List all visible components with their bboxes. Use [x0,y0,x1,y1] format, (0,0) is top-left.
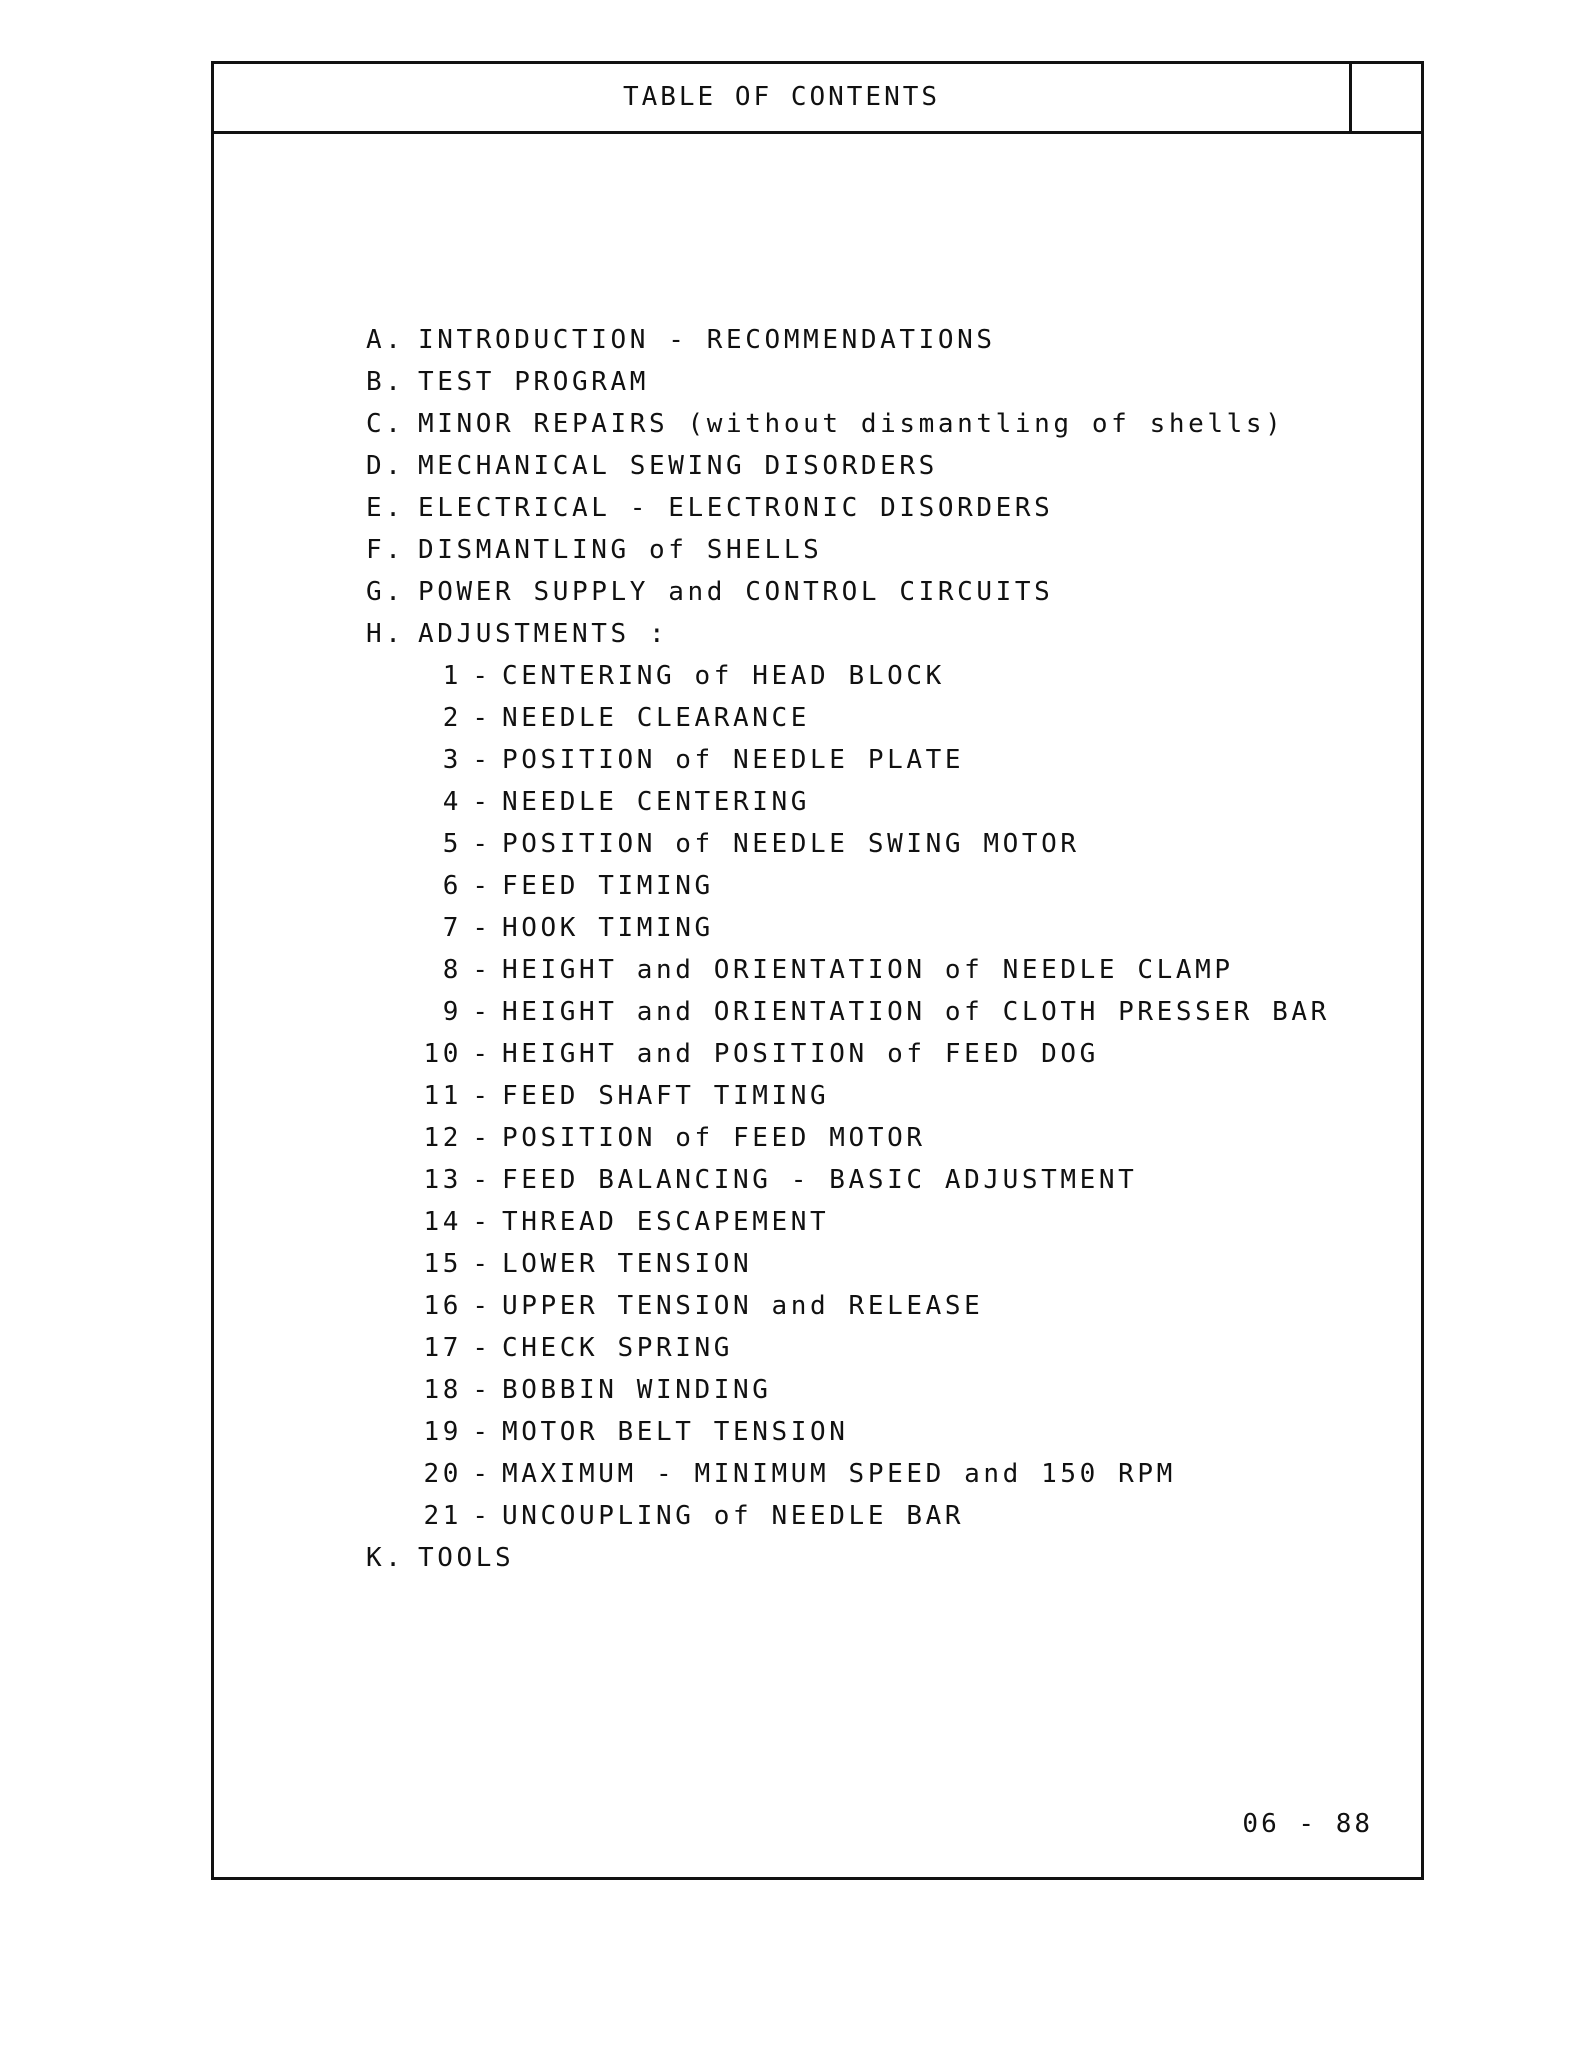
toc-subentry-20[interactable] [418,1458,1176,1490]
toc-dash: - [472,1291,492,1321]
toc-sub-number: 3 [442,745,462,775]
toc-letter: H. [366,619,405,649]
toc-letter: D. [366,451,405,481]
toc-subentry-21[interactable] [418,1500,964,1532]
toc-sub-number: 13 [423,1165,462,1195]
toc-sub-title: POSITION of FEED MOTOR [502,1123,926,1153]
toc-title: POWER SUPPLY and CONTROL CIRCUITS [418,577,1054,607]
toc-sub-number: 7 [442,913,462,943]
toc-sub-title: CENTERING of HEAD BLOCK [502,661,945,691]
toc-subentry-9[interactable] [418,996,1330,1028]
toc-entry-d[interactable] [366,450,938,482]
toc-dash: - [472,955,492,985]
toc-sub-title: NEEDLE CENTERING [502,787,811,817]
page-number: 06 - 88 [1242,1809,1373,1839]
toc-sub-title: FEED SHAFT TIMING [502,1081,830,1111]
toc-sub-title: HEIGHT and ORIENTATION of CLOTH PRESSER BAR [502,997,1330,1027]
toc-sub-number: 6 [442,871,462,901]
toc-sub-number: 8 [442,955,462,985]
toc-subentry-4[interactable] [418,786,810,818]
toc-letter: E. [366,493,405,523]
toc-subentry-1[interactable] [418,660,945,692]
toc-sub-title: MAXIMUM - MINIMUM SPEED and 150 RPM [502,1459,1176,1489]
toc-letter: K. [366,1543,405,1573]
toc-sub-number: 10 [423,1039,462,1069]
toc-entry-g[interactable] [366,576,1053,608]
toc-sub-number: 2 [442,703,462,733]
toc-dash: - [472,1165,492,1195]
toc-letter: G. [366,577,405,607]
toc-sub-title: CHECK SPRING [502,1333,734,1363]
toc-dash: - [472,1249,492,1279]
toc-dash: - [472,745,492,775]
toc-sub-title: POSITION of NEEDLE PLATE [502,745,965,775]
toc-dash: - [472,1207,492,1237]
toc-subentry-16[interactable] [418,1290,983,1322]
toc-subentry-14[interactable] [418,1206,829,1238]
toc-dash: - [472,661,492,691]
toc-subentry-18[interactable] [418,1374,772,1406]
toc-entry-f[interactable] [366,534,822,566]
toc-sub-number: 4 [442,787,462,817]
toc-sub-number: 5 [442,829,462,859]
table-of-contents [214,64,1421,1877]
toc-subentry-13[interactable] [418,1164,1137,1196]
toc-letter: C. [366,409,405,439]
toc-sub-title: NEEDLE CLEARANCE [502,703,811,733]
toc-title: TOOLS [418,1543,515,1573]
toc-dash: - [472,913,492,943]
toc-sub-number: 20 [423,1459,462,1489]
page-frame [211,61,1424,1880]
toc-dash: - [472,871,492,901]
toc-sub-title: THREAD ESCAPEMENT [502,1207,830,1237]
toc-subentry-12[interactable] [418,1122,926,1154]
toc-dash: - [472,1081,492,1111]
toc-sub-title: MOTOR BELT TENSION [502,1417,849,1447]
toc-sub-title: FEED TIMING [502,871,714,901]
toc-dash: - [472,997,492,1027]
toc-title: INTRODUCTION - RECOMMENDATIONS [418,325,996,355]
toc-title: TEST PROGRAM [418,367,650,397]
toc-sub-number: 9 [442,997,462,1027]
toc-dash: - [472,1333,492,1363]
toc-sub-number: 11 [423,1081,462,1111]
toc-title: DISMANTLING of SHELLS [418,535,823,565]
toc-entry-h[interactable] [366,618,668,650]
toc-sub-title: HOOK TIMING [502,913,714,943]
toc-sub-number: 21 [423,1501,462,1531]
toc-sub-number: 15 [423,1249,462,1279]
toc-dash: - [472,1417,492,1447]
toc-letter: B. [366,367,405,397]
toc-letter: F. [366,535,405,565]
toc-dash: - [472,829,492,859]
toc-subentry-15[interactable] [418,1248,752,1280]
toc-sub-title: BOBBIN WINDING [502,1375,772,1405]
toc-dash: - [472,1375,492,1405]
toc-sub-number: 16 [423,1291,462,1321]
toc-entry-k[interactable] [366,1542,514,1574]
toc-sub-number: 17 [423,1333,462,1363]
toc-sub-number: 18 [423,1375,462,1405]
toc-sub-number: 14 [423,1207,462,1237]
toc-title: ELECTRICAL - ELECTRONIC DISORDERS [418,493,1054,523]
toc-sub-title: FEED BALANCING - BASIC ADJUSTMENT [502,1165,1138,1195]
toc-subentry-3[interactable] [418,744,964,776]
toc-sub-title: HEIGHT and POSITION of FEED DOG [502,1039,1099,1069]
toc-sub-title: HEIGHT and ORIENTATION of NEEDLE CLAMP [502,955,1234,985]
toc-sub-number: 19 [423,1417,462,1447]
toc-dash: - [472,703,492,733]
toc-subentry-10[interactable] [418,1038,1099,1070]
toc-title: ADJUSTMENTS : [418,619,669,649]
toc-subentry-6[interactable] [418,870,714,902]
toc-dash: - [472,787,492,817]
page-title: TABLE OF CONTENTS [622,82,941,112]
toc-dash: - [472,1123,492,1153]
toc-sub-number: 1 [442,661,462,691]
toc-entry-e[interactable] [366,492,1053,524]
toc-subentry-7[interactable] [418,912,714,944]
toc-dash: - [472,1501,492,1531]
toc-sub-number: 12 [423,1123,462,1153]
toc-sub-title: POSITION of NEEDLE SWING MOTOR [502,829,1080,859]
toc-entry-c[interactable] [366,408,1284,440]
toc-entry-b[interactable] [366,366,649,398]
toc-subentry-19[interactable] [418,1416,849,1448]
toc-subentry-11[interactable] [418,1080,829,1112]
toc-sub-title: UPPER TENSION and RELEASE [502,1291,984,1321]
toc-title: MECHANICAL SEWING DISORDERS [418,451,938,481]
toc-dash: - [472,1039,492,1069]
toc-entry-a[interactable] [366,324,996,356]
toc-sub-title: UNCOUPLING of NEEDLE BAR [502,1501,965,1531]
toc-dash: - [472,1459,492,1489]
toc-letter: A. [366,325,405,355]
toc-subentry-2[interactable] [418,702,810,734]
toc-sub-title: LOWER TENSION [502,1249,753,1279]
toc-subentry-5[interactable] [418,828,1080,860]
toc-title: MINOR REPAIRS (without dismantling of shells) [418,409,1285,439]
toc-subentry-17[interactable] [418,1332,733,1364]
toc-subentry-8[interactable] [418,954,1234,986]
